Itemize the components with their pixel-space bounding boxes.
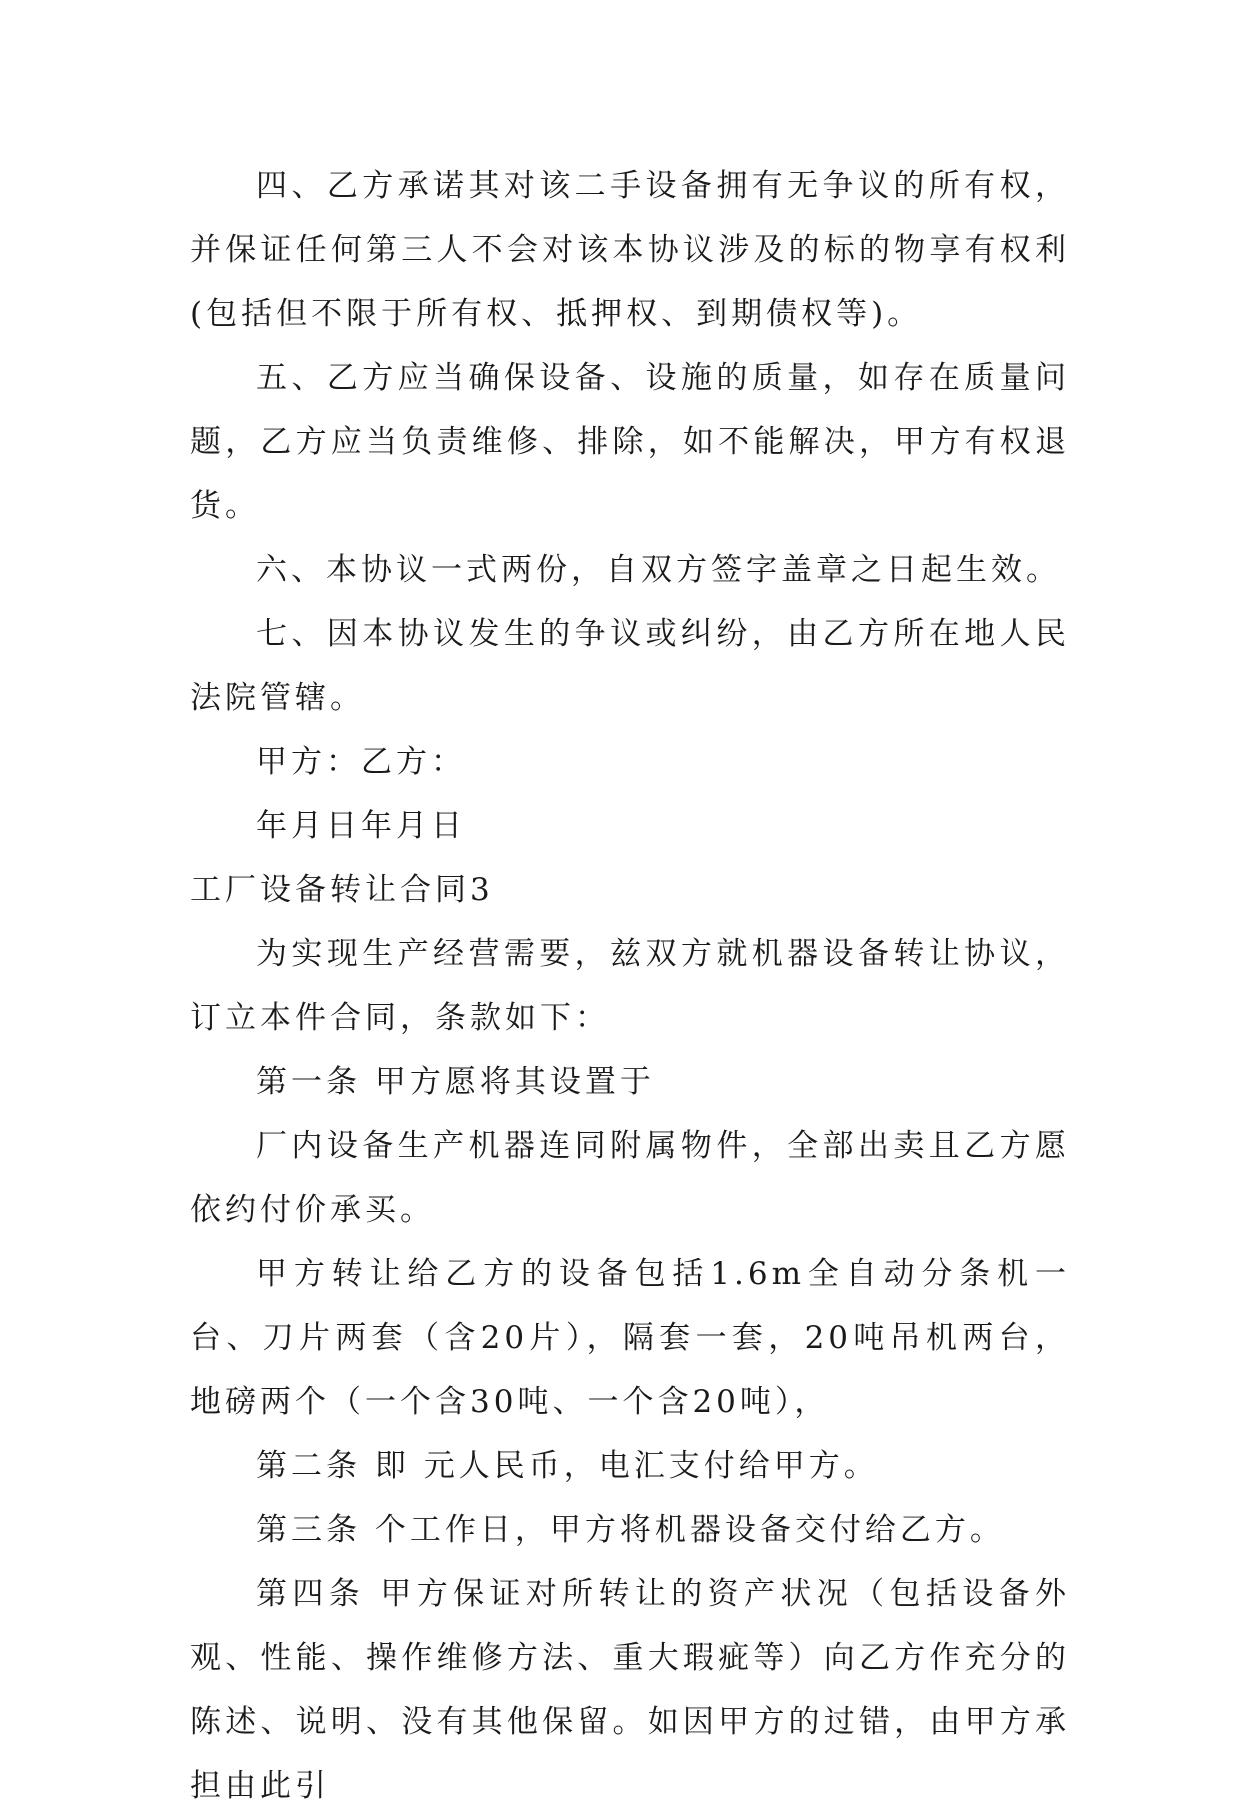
signature-parties-line: 甲方：乙方： bbox=[256, 744, 466, 780]
paragraph-equipment-list: 甲方转让给乙方的设备包括1.6m全自动分条机一台、刀片两套（含20片），隔套一套，20吨吊机两台，地磅两个（一个含30吨、一个含20吨）， bbox=[190, 1256, 1070, 1420]
paragraph-article-1: 第一条 甲方愿将其设置于 bbox=[256, 1064, 655, 1100]
paragraph-clause-5: 五、乙方应当确保设备、设施的质量，如存在质量问题，乙方应当负责维修、排除，如不能解决，甲方有权退货。 bbox=[190, 360, 1070, 524]
paragraph-article-1-continued: 厂内设备生产机器连同附属物件，全部出卖且乙方愿依约付价承买。 bbox=[190, 1128, 1070, 1228]
paragraph-clause-7: 七、因本协议发生的争议或纠纷，由乙方所在地人民法院管辖。 bbox=[190, 616, 1070, 716]
section-heading: 工厂设备转让合同3 bbox=[190, 872, 494, 908]
paragraph-article-4: 第四条 甲方保证对所转让的资产状况（包括设备外观、性能、操作维修方法、重大瑕疵等）向乙方作充分的陈述、说明、没有其他保留。如因甲方的过错，由甲方承担由此引 bbox=[190, 1576, 1070, 1804]
paragraph-preamble: 为实现生产经营需要，兹双方就机器设备转让协议，订立本件合同，条款如下： bbox=[190, 936, 1070, 1036]
paragraph-clause-6: 六、本协议一式两份，自双方签字盖章之日起生效。 bbox=[256, 552, 1061, 588]
paragraph-article-3: 第三条 个工作日，甲方将机器设备交付给乙方。 bbox=[256, 1512, 1005, 1548]
paragraph-clause-4: 四、乙方承诺其对该二手设备拥有无争议的所有权，并保证任何第三人不会对该本协议涉及的标的物享有权利(包括但不限于所有权、抵押权、到期债权等)。 bbox=[190, 168, 1070, 332]
signature-date-line: 年月日年月日 bbox=[256, 808, 466, 844]
paragraph-article-2: 第二条 即 元人民币，电汇支付给甲方。 bbox=[256, 1448, 879, 1484]
document-body bbox=[190, 154, 1070, 1818]
